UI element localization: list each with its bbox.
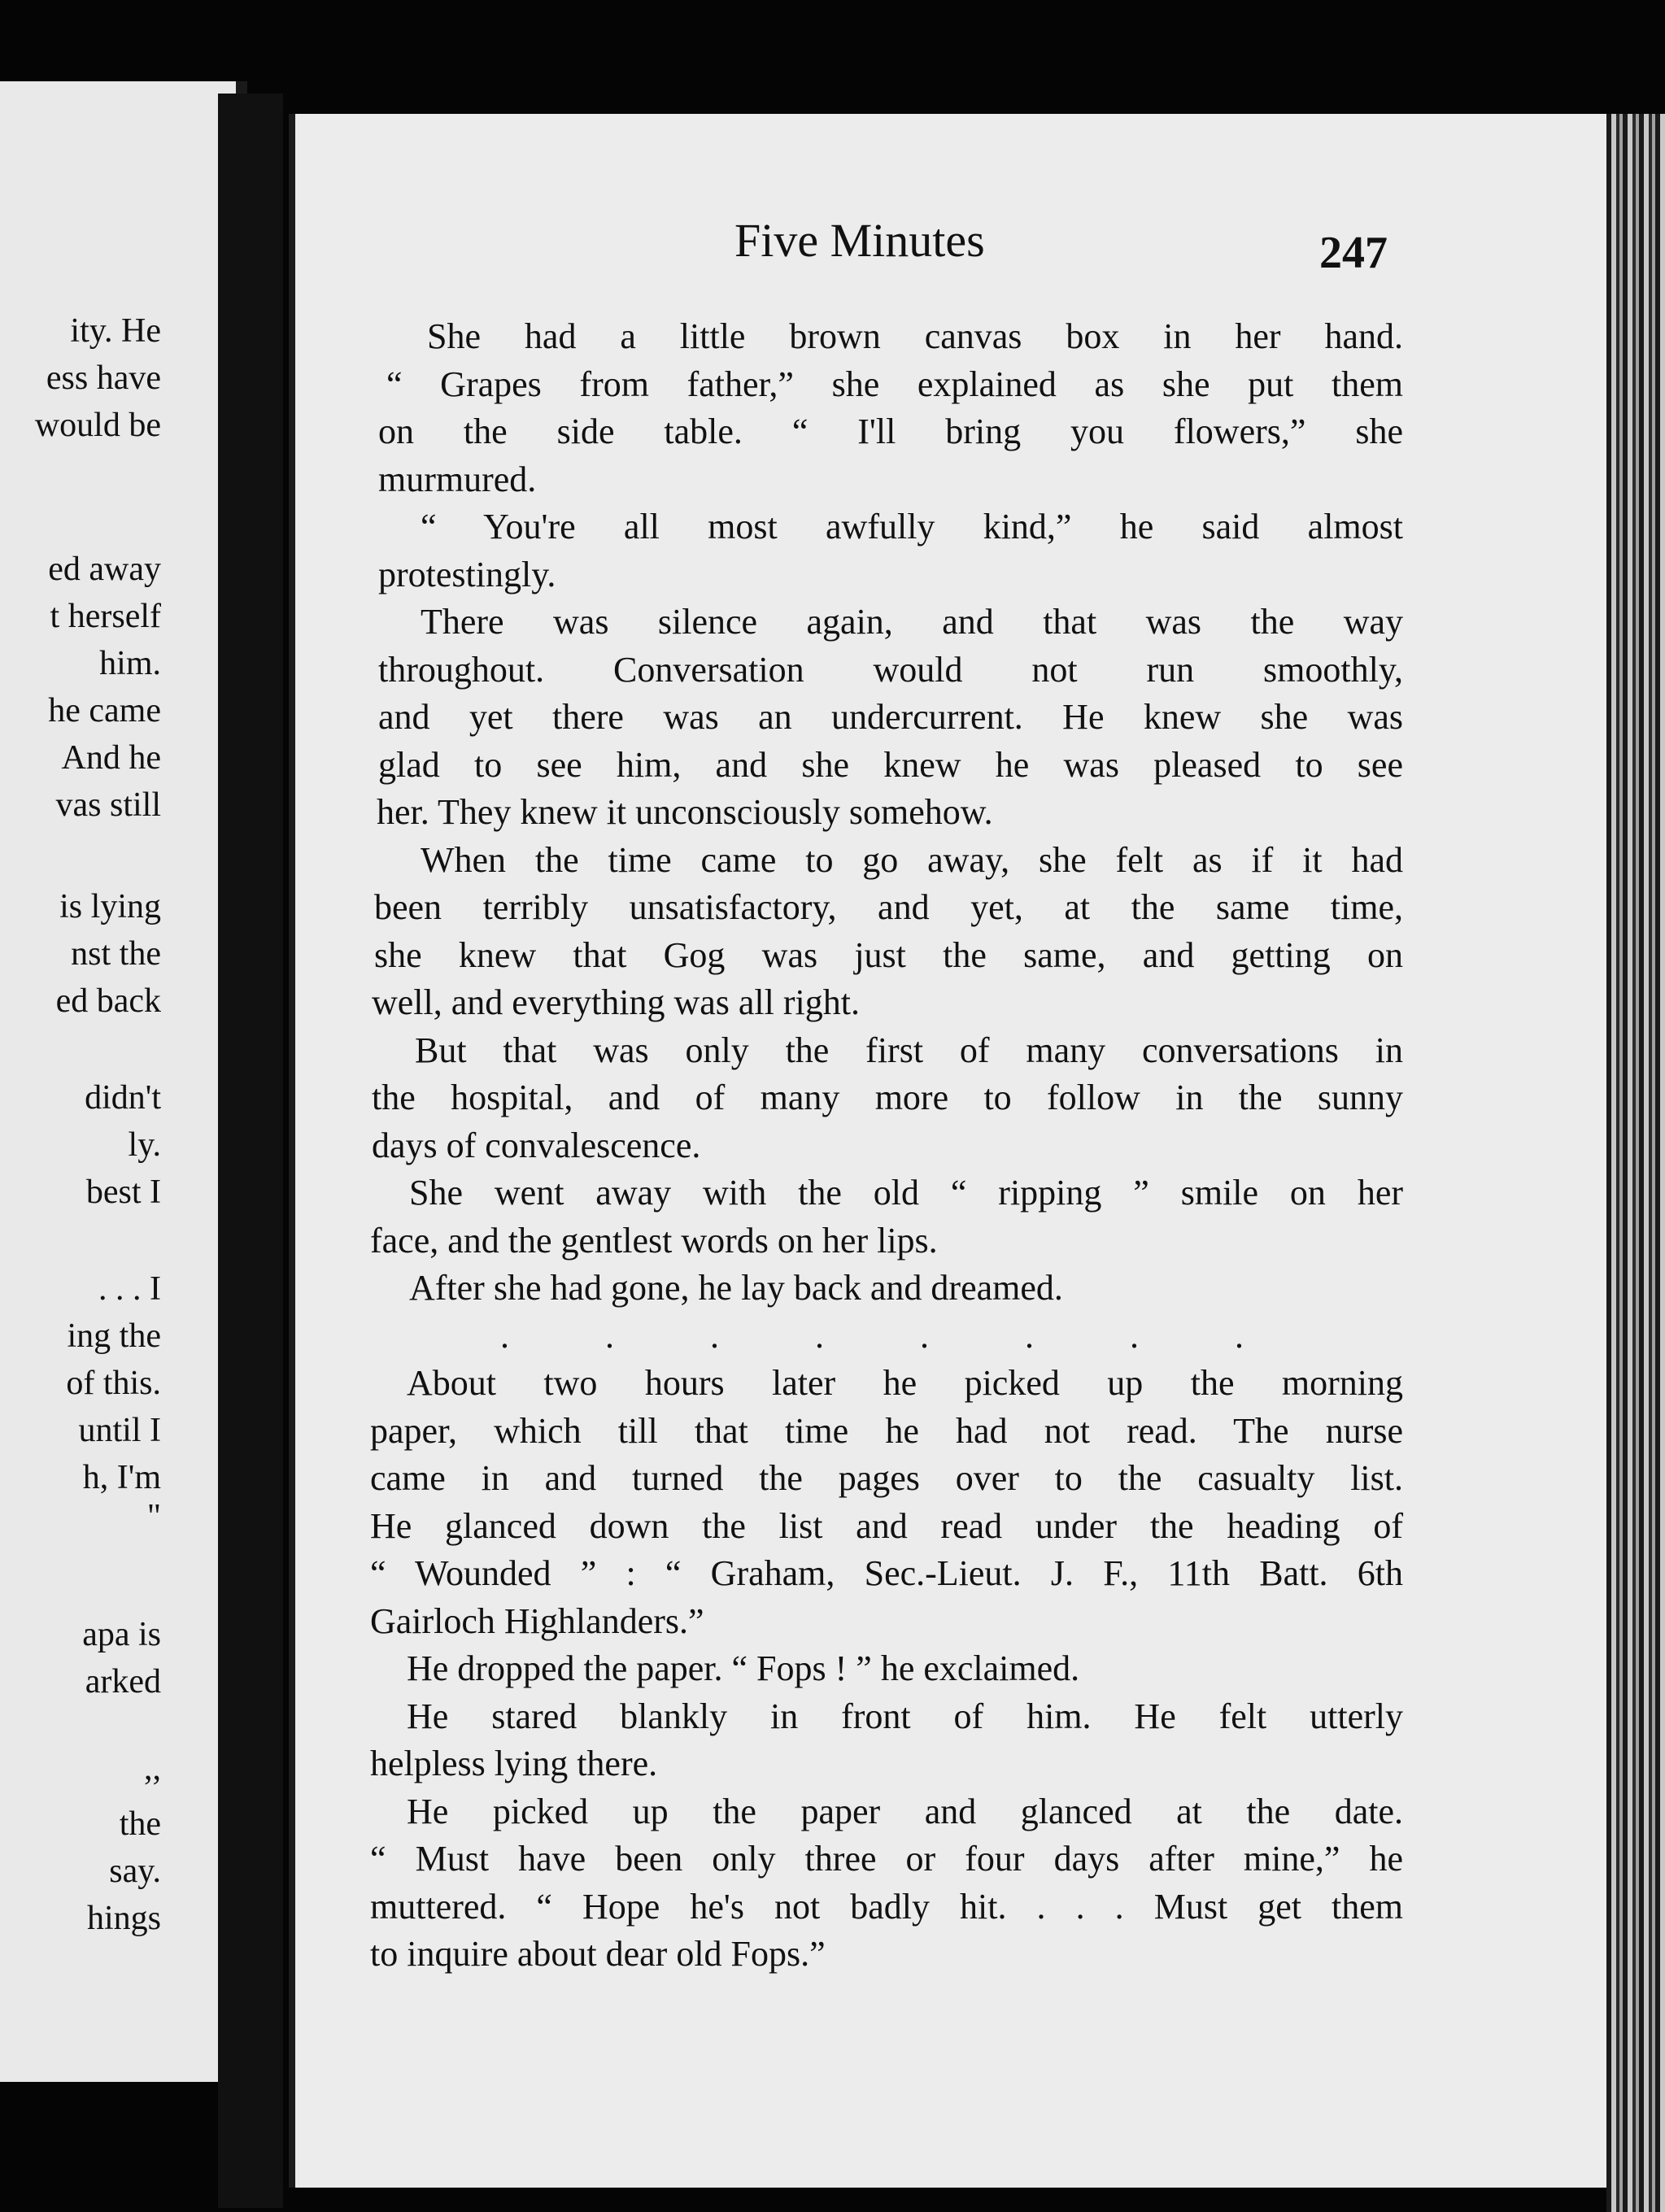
left-page-line: vas still <box>55 786 161 824</box>
left-page-line: t herself <box>50 598 161 635</box>
left-page-line: h, I'm <box>82 1459 161 1496</box>
text-line: protestingly. <box>378 554 556 594</box>
left-page-line: ed away <box>48 551 161 588</box>
left-page-line: " <box>146 1498 161 1535</box>
gutter-shadow <box>218 94 283 2208</box>
text-line: been terribly unsatisfactory, and yet, at the same time, <box>374 887 1403 927</box>
text-line: glad to see him, and she knew he was pleased to see <box>378 744 1403 785</box>
text-line: on the side table. “ I'll bring you flowers,” she <box>378 411 1403 451</box>
left-page-fragment <box>0 81 247 2082</box>
text-line: He glanced down the list and read under the heading of <box>370 1505 1403 1546</box>
left-page-line: ly. <box>128 1126 161 1164</box>
left-page-line: arked <box>85 1663 161 1700</box>
left-page-line: of this. <box>66 1365 161 1402</box>
left-page-line: didn't <box>85 1079 161 1117</box>
left-page-line: . . . I <box>98 1270 161 1308</box>
left-page-line: ing the <box>67 1317 161 1355</box>
left-page-line: hings <box>86 1900 161 1937</box>
text-line: He stared blankly in front of him. He felt utterly <box>407 1696 1403 1736</box>
text-line: her. They knew it unconsciously somehow. <box>377 792 993 832</box>
page-edges <box>1606 114 1665 2212</box>
text-line: She went away with the old “ ripping ” smile on her <box>409 1173 1403 1213</box>
text-line: murmured. <box>378 459 537 499</box>
text-line: days of convalescence. <box>372 1125 701 1165</box>
body-text <box>370 313 1403 1979</box>
text-line: “ Grapes from father,” she explained as she put them <box>386 364 1403 404</box>
left-page-line: nst the <box>71 935 161 973</box>
left-page-line: is lying <box>59 888 161 925</box>
text-line: She had a little brown canvas box in her hand. <box>427 316 1403 356</box>
left-page-line: the <box>119 1805 161 1843</box>
text-line: the hospital, and of many more to follow in the sunny <box>372 1078 1403 1117</box>
text-line: After she had gone, he lay back and dreamed. <box>409 1268 1063 1308</box>
section-break-dots: ........ <box>500 1315 1340 1356</box>
text-line: There was silence again, and that was the way <box>421 602 1403 642</box>
text-line: throughout. Conversation would not run smoothly, <box>378 649 1403 690</box>
left-page-line: best I <box>85 1173 161 1211</box>
text-line: helpless lying there. <box>370 1744 658 1783</box>
page-number: 247 <box>1319 228 1388 278</box>
text-line: He dropped the paper. “ Fops ! ” he exclaimed. <box>407 1648 1080 1688</box>
text-line: He picked up the paper and glanced at the date. <box>407 1791 1403 1831</box>
text-line: “ Wounded ” : “ Graham, Sec.-Lieut. J. F., 11th Batt. 6th <box>370 1553 1403 1593</box>
text-line: Gairloch Highlanders.” <box>370 1600 704 1641</box>
left-page-line: would be <box>34 407 161 444</box>
left-page-line: him. <box>99 645 161 682</box>
text-line: and yet there was an undercurrent. He knew she was <box>378 697 1403 737</box>
text-line: But that was only the first of many conversations in <box>415 1030 1403 1070</box>
left-page-line: ,, <box>144 1750 161 1787</box>
text-line: About two hours later he picked up the morning <box>407 1363 1403 1403</box>
left-page-line: say. <box>109 1853 161 1890</box>
running-head-title: Five Minutes <box>734 214 985 267</box>
left-page-line: ity. He <box>70 312 161 350</box>
text-line: to inquire about dear old Fops.” <box>370 1934 826 1974</box>
text-line: When the time came to go away, she felt as if it had <box>421 839 1403 880</box>
left-page-line: apa is <box>82 1616 161 1653</box>
text-line: face, and the gentlest words on her lips. <box>370 1220 938 1261</box>
left-page-line: he came <box>48 692 161 729</box>
text-line: well, and everything was all right. <box>372 982 860 1022</box>
left-page-line: ess have <box>46 359 161 397</box>
text-line: “ You're all most awfully kind,” he said almost <box>421 507 1403 546</box>
text-line: she knew that Gog was just the same, and getting on <box>374 934 1403 975</box>
left-page-line: And he <box>61 739 161 777</box>
text-line: muttered. “ Hope he's not badly hit. . . . Must get them <box>370 1886 1403 1927</box>
left-page-line: ed back <box>55 982 161 1020</box>
text-line: paper, which till that time he had not read. The nurse <box>370 1410 1403 1451</box>
text-line: came in and turned the pages over to the casualty list. <box>370 1458 1403 1498</box>
left-page-line: until I <box>78 1412 161 1449</box>
text-line: “ Must have been only three or four days after mine,” he <box>370 1839 1403 1879</box>
